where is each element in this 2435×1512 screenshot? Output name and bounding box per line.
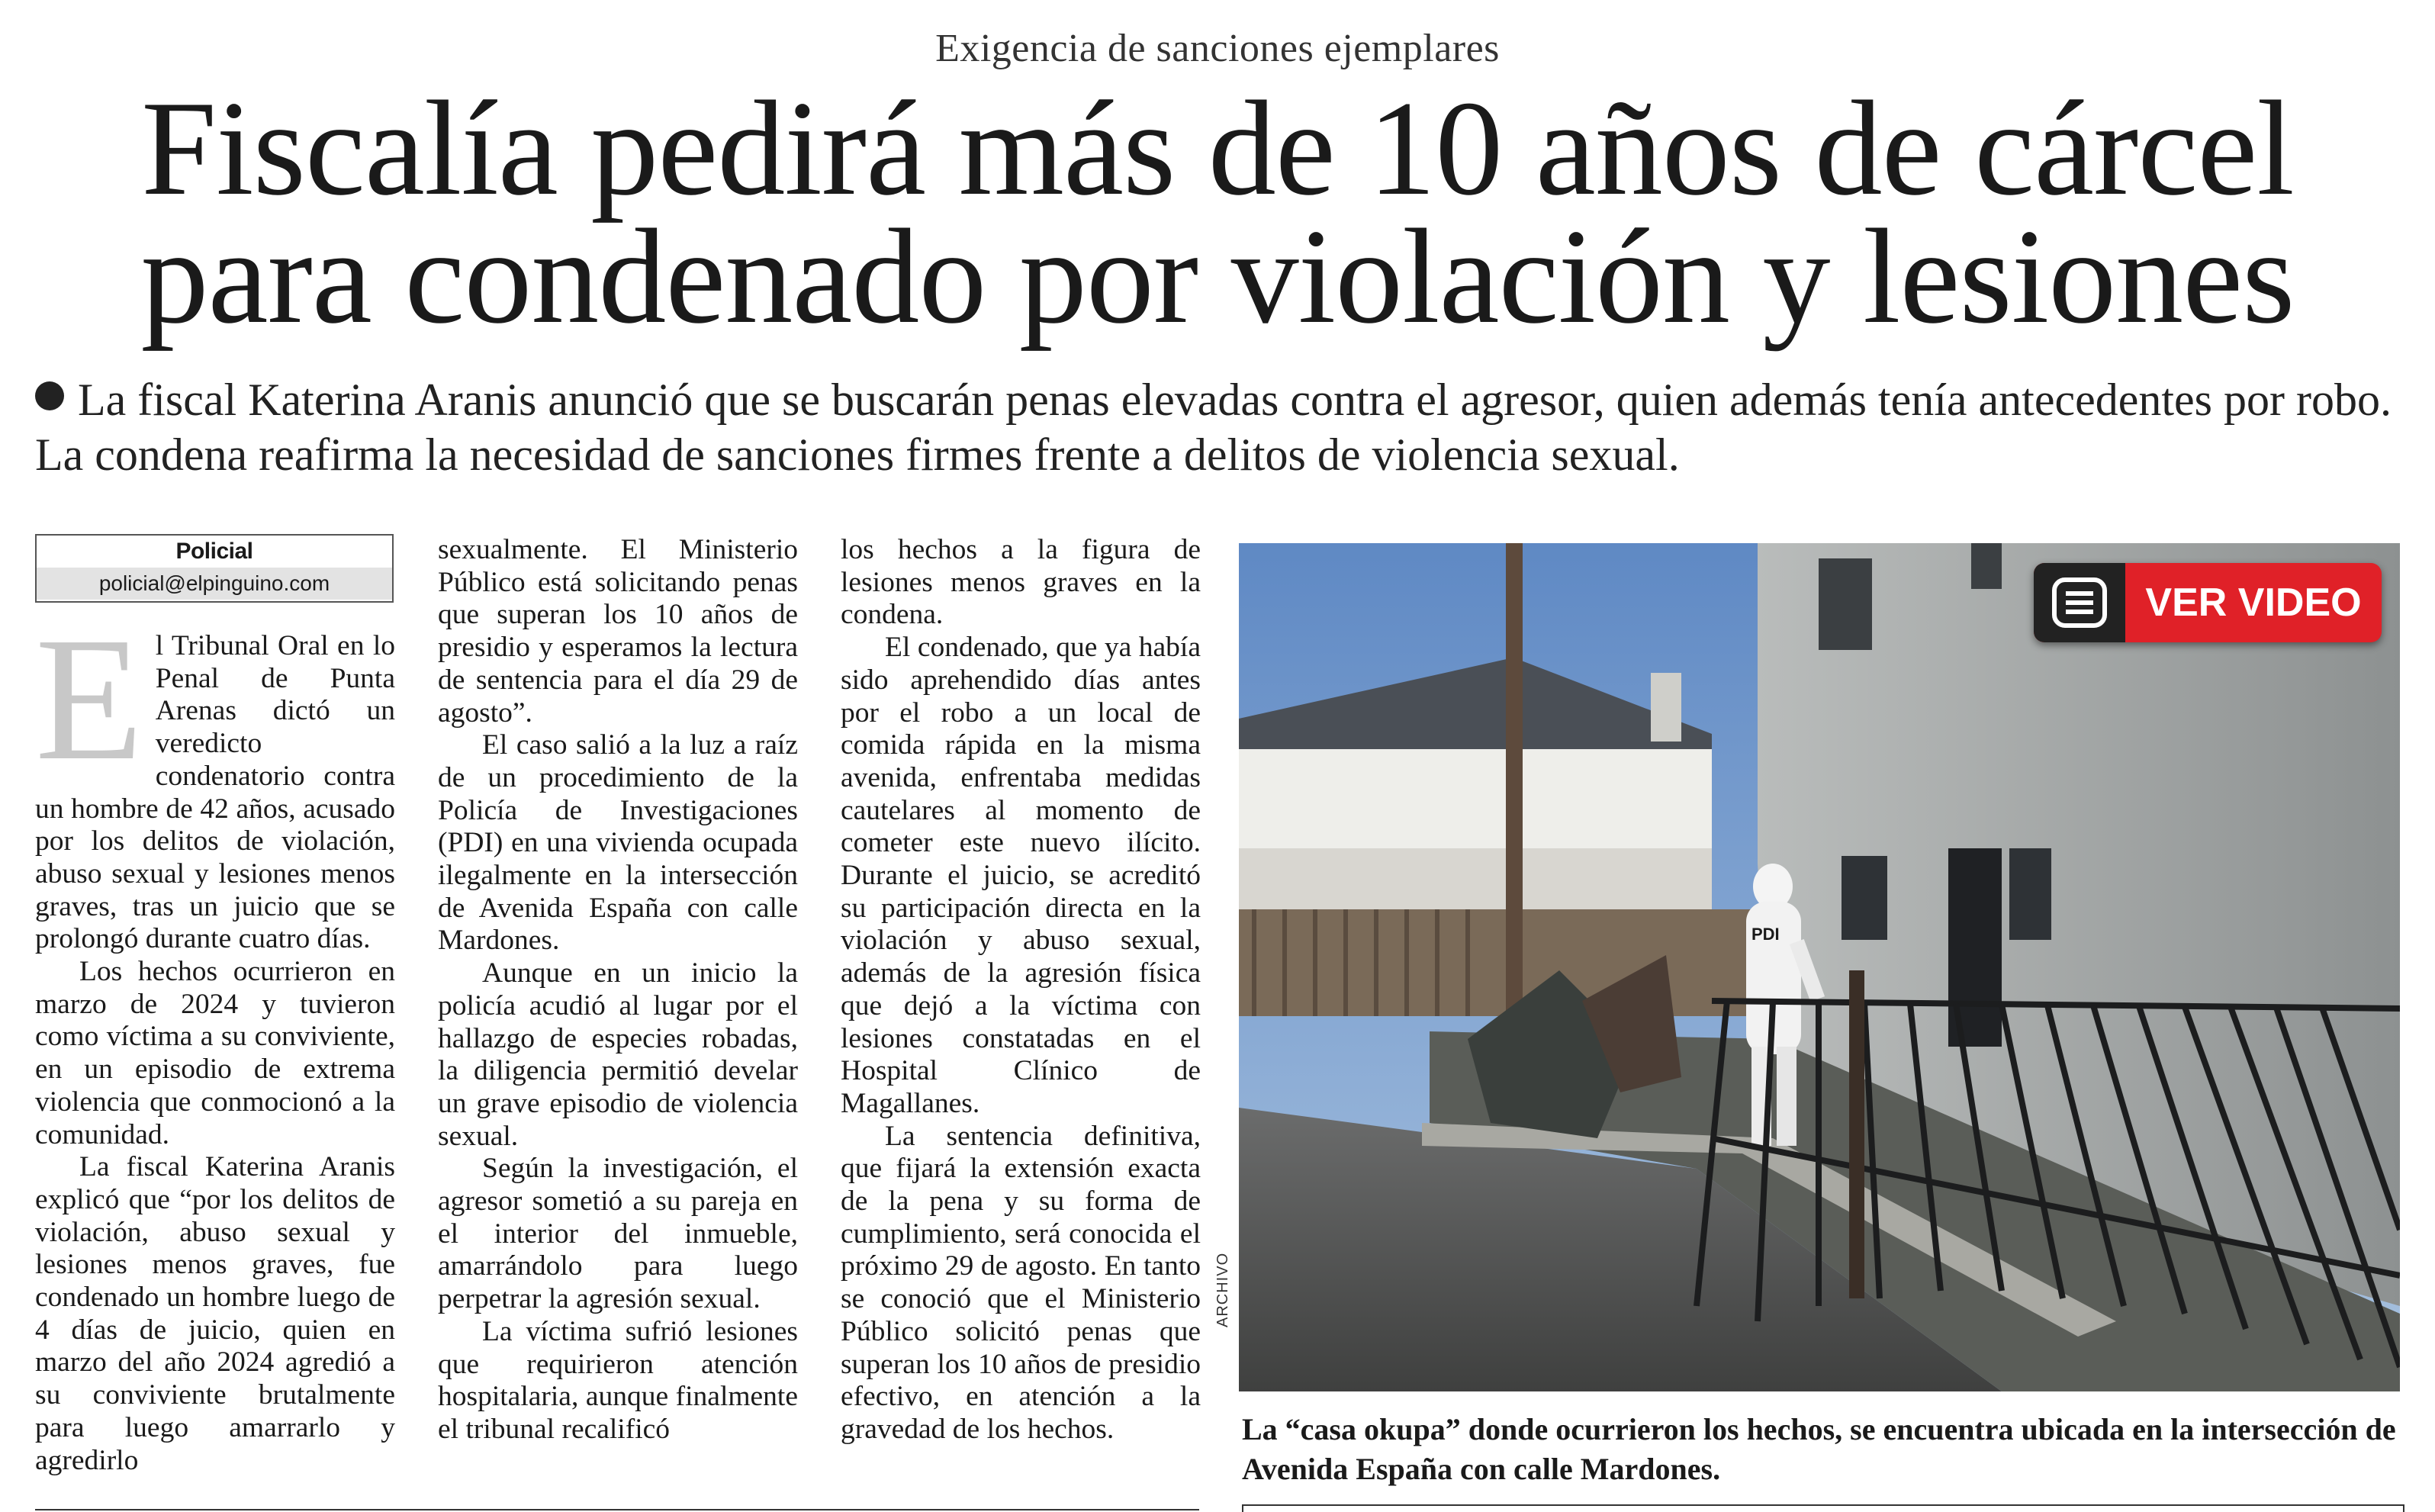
section-name: Policial (175, 539, 253, 564)
window (2009, 848, 2051, 940)
ver-video-label: VER VIDEO (2145, 581, 2362, 625)
news-photo[interactable] (1239, 543, 2400, 1391)
photo-caption: La “casa okupa” donde ocurrieron los hechos, se encuentra ubicada en la intersección de Avenida España con calle Mardones. (1242, 1412, 2396, 1486)
article-column-1 (35, 601, 395, 1477)
article-paragraph: sexualmente. El Ministerio Público está solicitando penas que superan los 10 años de presidio y esperamos la lectura de sentencia para el día 29 de agosto”. (438, 534, 798, 729)
drop-cap: E (35, 601, 143, 797)
article-paragraph: El condenado, que ya había sido aprehendido días antes por el robo a un local de comida rápida en la misma avenida, enfrentaba medidas cautelares al momento de cometer este nuevo ilícito. Durante el juicio, se acreditó su participación directa en la violación y abuso sexual, además de la agresión física que dejó a la víctima con lesiones constatadas en el Hospital Clínico de Magallanes. (841, 632, 1201, 1119)
window (1971, 543, 2002, 589)
article-paragraph: Según la investigación, el agresor sometió a su pareja en el interior del inmueble, amarrándolo para luego perpetrar la agresión sexual. (438, 1153, 798, 1315)
article-paragraph: los hechos a la figura de lesiones menos graves en la condena. (841, 534, 1201, 631)
divider-box-edge (1242, 1504, 2404, 1512)
ver-video-button[interactable] (2034, 563, 2382, 642)
article-paragraph: La víctima sufrió lesiones que requirieron atención hospitalaria, aunque finalmente el tribunal recalificó (438, 1315, 798, 1445)
photo-credit: ARCHIVO (1214, 1252, 1231, 1327)
gate-post (1849, 970, 1864, 1298)
article-column-3 (841, 534, 1201, 1446)
headline-line-1: Fiscalía pedirá más de 10 años de cárcel (141, 72, 2294, 224)
bullet-icon (35, 381, 64, 410)
vest-label: PDI (1751, 925, 1780, 944)
lead-text: La fiscal Katerina Aranis anunció que se buscarán penas elevadas contra el agresor, quien además tenía antecedentes por robo. La condena reafirma la necesidad de sanciones firmes frente a delitos de violencia sexual. (35, 375, 2392, 480)
article-paragraph: Aunque en un inicio la policía acudió al lugar por el hallazgo de especies robadas, la diligencia permitió develar un grave episodio de violencia sexual. (438, 957, 798, 1152)
headline (0, 72, 2435, 352)
author-email[interactable]: policial@elpinguino.com (37, 568, 392, 600)
window (1842, 856, 1887, 940)
chimney (1651, 673, 1681, 742)
kicker: Exigencia de sanciones ejemplares (935, 27, 1500, 70)
article-paragraph: El Tribunal Oral en lo Penal de Punta Arenas dictó un veredicto condenatorio contra un hombre de 42 años, acusado por los delitos de violación, abuso sexual y lesiones menos graves, tras un juicio que se prolongó durante cuatro días. (35, 601, 395, 955)
article-paragraph: El caso salió a la luz a raíz de un procedimiento de la Policía de Investigaciones (PDI) en una vivienda ocupada ilegalmente en la intersección de Avenida España con calle Mardones. (438, 729, 798, 957)
video-menu-icon (2034, 563, 2125, 642)
headline-line-2: para condenado por violación y lesiones (140, 201, 2295, 352)
article-paragraph: La sentencia definitiva, que fijará la extensión exacta de la pena y su forma de cumplimiento, será conocida el próximo 29 de agosto. En tanto se conoció que el Ministerio Público solicitó penas que superan los 10 años de presidio efectivo, en atención a la gravedad de los hechos. (841, 1120, 1201, 1445)
photo-scene (1239, 543, 2400, 1391)
article-paragraph: Los hechos ocurrieron en marzo de 2024 y tuvieron como víctima a su conviviente, en un episodio de extrema violencia que conmocionó a la comunidad. (35, 956, 395, 1150)
window (1819, 558, 1872, 650)
lead-paragraph (35, 372, 2400, 482)
article-column-2 (438, 534, 798, 1446)
byline-box (35, 534, 394, 603)
article-paragraph: La fiscal Katerina Aranis explicó que “por los delitos de violación, abuso sexual y lesiones menos graves, fue condenado un hombre luego de 4 días de juicio, quien en marzo del año 2024 agredió a su conviviente brutalmente para luego amarrarlo y agredirlo (35, 1151, 395, 1476)
